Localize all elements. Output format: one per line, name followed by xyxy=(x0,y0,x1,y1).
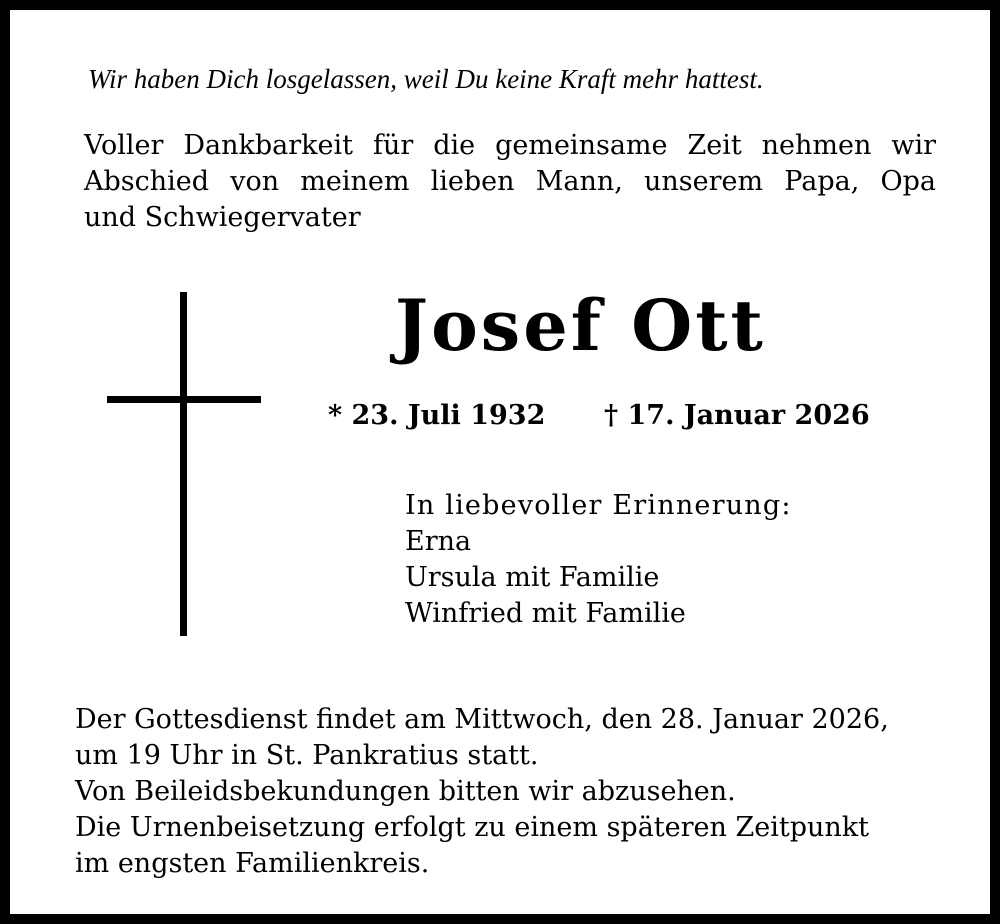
deceased-name: Josef Ott xyxy=(395,284,766,367)
service-line-3: Von Beileidsbekundungen bitten wir abzusehen. xyxy=(75,776,736,807)
death-date: † 17. Januar 2026 xyxy=(604,400,870,431)
intro-line-3: und Schwiegervater xyxy=(84,202,361,233)
mourner-name: Ursula mit Familie xyxy=(405,562,660,593)
service-line-5: im engsten Familienkreis. xyxy=(75,848,430,879)
mourners-list xyxy=(405,488,792,632)
cross-vertical-beam xyxy=(180,292,187,636)
service-information xyxy=(75,702,889,882)
motto-text: Wir haben Dich losgelassen, weil Du keine Kraft mehr hattest. xyxy=(88,64,764,94)
intro-line-2: Abschied von meinem lieben Mann, unserem Papa, Opa xyxy=(84,166,936,197)
intro-line-1: Voller Dankbarkeit für die gemeinsame Zeit nehmen wir xyxy=(84,130,936,161)
intro-paragraph xyxy=(84,128,936,236)
mourners-heading: In liebevoller Erinnerung: xyxy=(405,490,792,521)
cross-horizontal-beam xyxy=(107,396,261,403)
service-line-1: Der Gottesdienst findet am Mittwoch, den 28. Januar 2026, xyxy=(75,704,889,735)
service-line-4: Die Urnenbeisetzung erfolgt zu einem späteren Zeitpunkt xyxy=(75,812,869,843)
mourner-name: Erna xyxy=(405,526,472,557)
birth-date: * 23. Juli 1932 xyxy=(328,400,546,431)
service-line-2: um 19 Uhr in St. Pankratius statt. xyxy=(75,740,539,771)
mourner-name: Winfried mit Familie xyxy=(405,598,686,629)
